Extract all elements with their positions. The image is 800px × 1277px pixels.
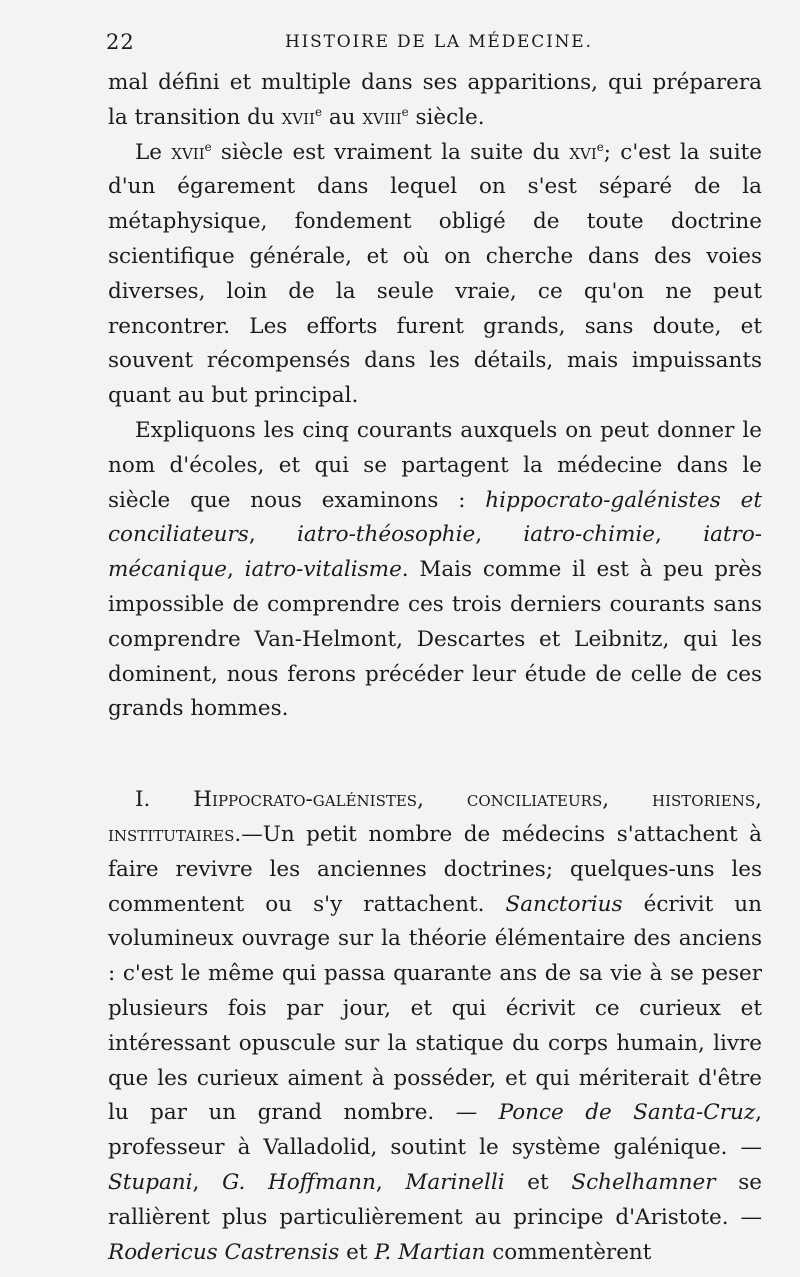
text-run: , bbox=[248, 522, 298, 548]
italic-name: Rodericus Castrensis bbox=[108, 1239, 340, 1265]
section-spacer bbox=[108, 727, 762, 783]
text-run: mal défini et multiple dans ses apparitions, qui préparera la transition du bbox=[108, 70, 762, 130]
italic-term: iatro-vitalisme bbox=[244, 557, 402, 583]
page-number: 22 bbox=[106, 30, 135, 54]
superscript: e bbox=[401, 104, 409, 119]
section-heading: Hippocrato-galénistes, conciliateurs, historiens, institutaires. bbox=[108, 787, 762, 847]
italic-term: iatro-chimie bbox=[523, 522, 655, 548]
text-run: , professeur à Valladolid, soutint le système galénique. — bbox=[108, 1100, 762, 1161]
superscript: e bbox=[204, 139, 212, 154]
paragraph-2 bbox=[108, 136, 762, 414]
running-head: HISTOIRE DE LA MÉDECINE. bbox=[285, 32, 593, 52]
text-run: Expliquons les cinq courants auxquels on peut donner le nom d'écoles, et qui se partagent la médecine dans le siècle que nous examinons : bbox=[108, 417, 762, 513]
text-run: et bbox=[504, 1169, 572, 1195]
text-run: ; c'est la suite d'un égarement dans lequel on s'est séparé de la métaphysique, fondement obligé de toute doctrine scientifique générale, et où on cherche dans des voies diverses, loin de la seule vraie, ce qu'on ne peut rencontrer. Les efforts furent grands, sans doute, et souvent récompensés dans les détails, mais impuissants quant au but principal. bbox=[108, 139, 762, 409]
century-numeral: xvi bbox=[569, 139, 597, 165]
italic-name: Sanctorius bbox=[505, 891, 623, 917]
superscript: e bbox=[596, 139, 604, 154]
italic-name: Ponce de Santa-Cruz bbox=[498, 1100, 756, 1126]
century-numeral: xviii bbox=[362, 104, 402, 130]
section-paragraph bbox=[108, 783, 762, 1270]
page-header bbox=[0, 22, 800, 62]
italic-name: Stupani bbox=[108, 1169, 193, 1195]
text-run: siècle est vraiment la suite du bbox=[211, 139, 570, 165]
text-run: commentèrent bbox=[485, 1239, 652, 1265]
italic-term: iatro-théosophie bbox=[297, 522, 476, 548]
text-run: au bbox=[321, 104, 363, 130]
text-run: —Un petit nombre de médecins s'attachent à faire revivre les anciennes doctrines; quelques-uns les commentent ou s'y rattachent. bbox=[108, 821, 762, 917]
century-numeral: xvii bbox=[171, 139, 205, 165]
italic-term: hippocrato-galénistes et conciliateurs bbox=[108, 487, 763, 548]
text-run: , bbox=[475, 522, 524, 548]
italic-term: iatro-mécanique bbox=[108, 522, 763, 583]
text-run: et bbox=[339, 1239, 375, 1265]
superscript: e bbox=[314, 104, 322, 119]
text-run: , bbox=[655, 522, 704, 548]
italic-name: P. Martian bbox=[374, 1239, 486, 1265]
italic-name: Marinelli bbox=[405, 1169, 505, 1195]
text-run: siècle. bbox=[408, 104, 485, 130]
paragraph-1 bbox=[108, 66, 762, 136]
text-run: , bbox=[227, 557, 245, 583]
century-numeral: xvii bbox=[281, 104, 315, 130]
text-run: se rallièrent plus particulièrement au principe d'Aristote. — bbox=[108, 1169, 762, 1230]
text-run: . Mais comme il est à peu près impossible de comprendre ces trois derniers courants sans comprendre Van-Helmont, Descartes et Leibnitz, qui les dominent, nous ferons précéder leur étude de celle de ces grands hommes. bbox=[108, 557, 763, 722]
text-run: , bbox=[192, 1169, 223, 1195]
text-run: , bbox=[375, 1169, 406, 1195]
italic-name: Schelhamner bbox=[571, 1169, 716, 1195]
paragraph-3 bbox=[108, 414, 762, 727]
italic-name: G. Hoffmann bbox=[222, 1169, 376, 1195]
text-run: Le bbox=[135, 139, 172, 165]
body-text bbox=[108, 66, 762, 1270]
section-number: I. bbox=[135, 787, 194, 813]
text-run: écrivit un volumineux ouvrage sur la théorie élémentaire des anciens : c'est le même qui passa quarante ans de sa vie à se peser plusieurs fois par jour, et qui écrivit ce curieux et intéressant opuscule sur la statique du corps humain, livre que les curieux aiment à posséder, et qui mériterait d'être lu par un grand nombre. — bbox=[108, 891, 762, 1126]
